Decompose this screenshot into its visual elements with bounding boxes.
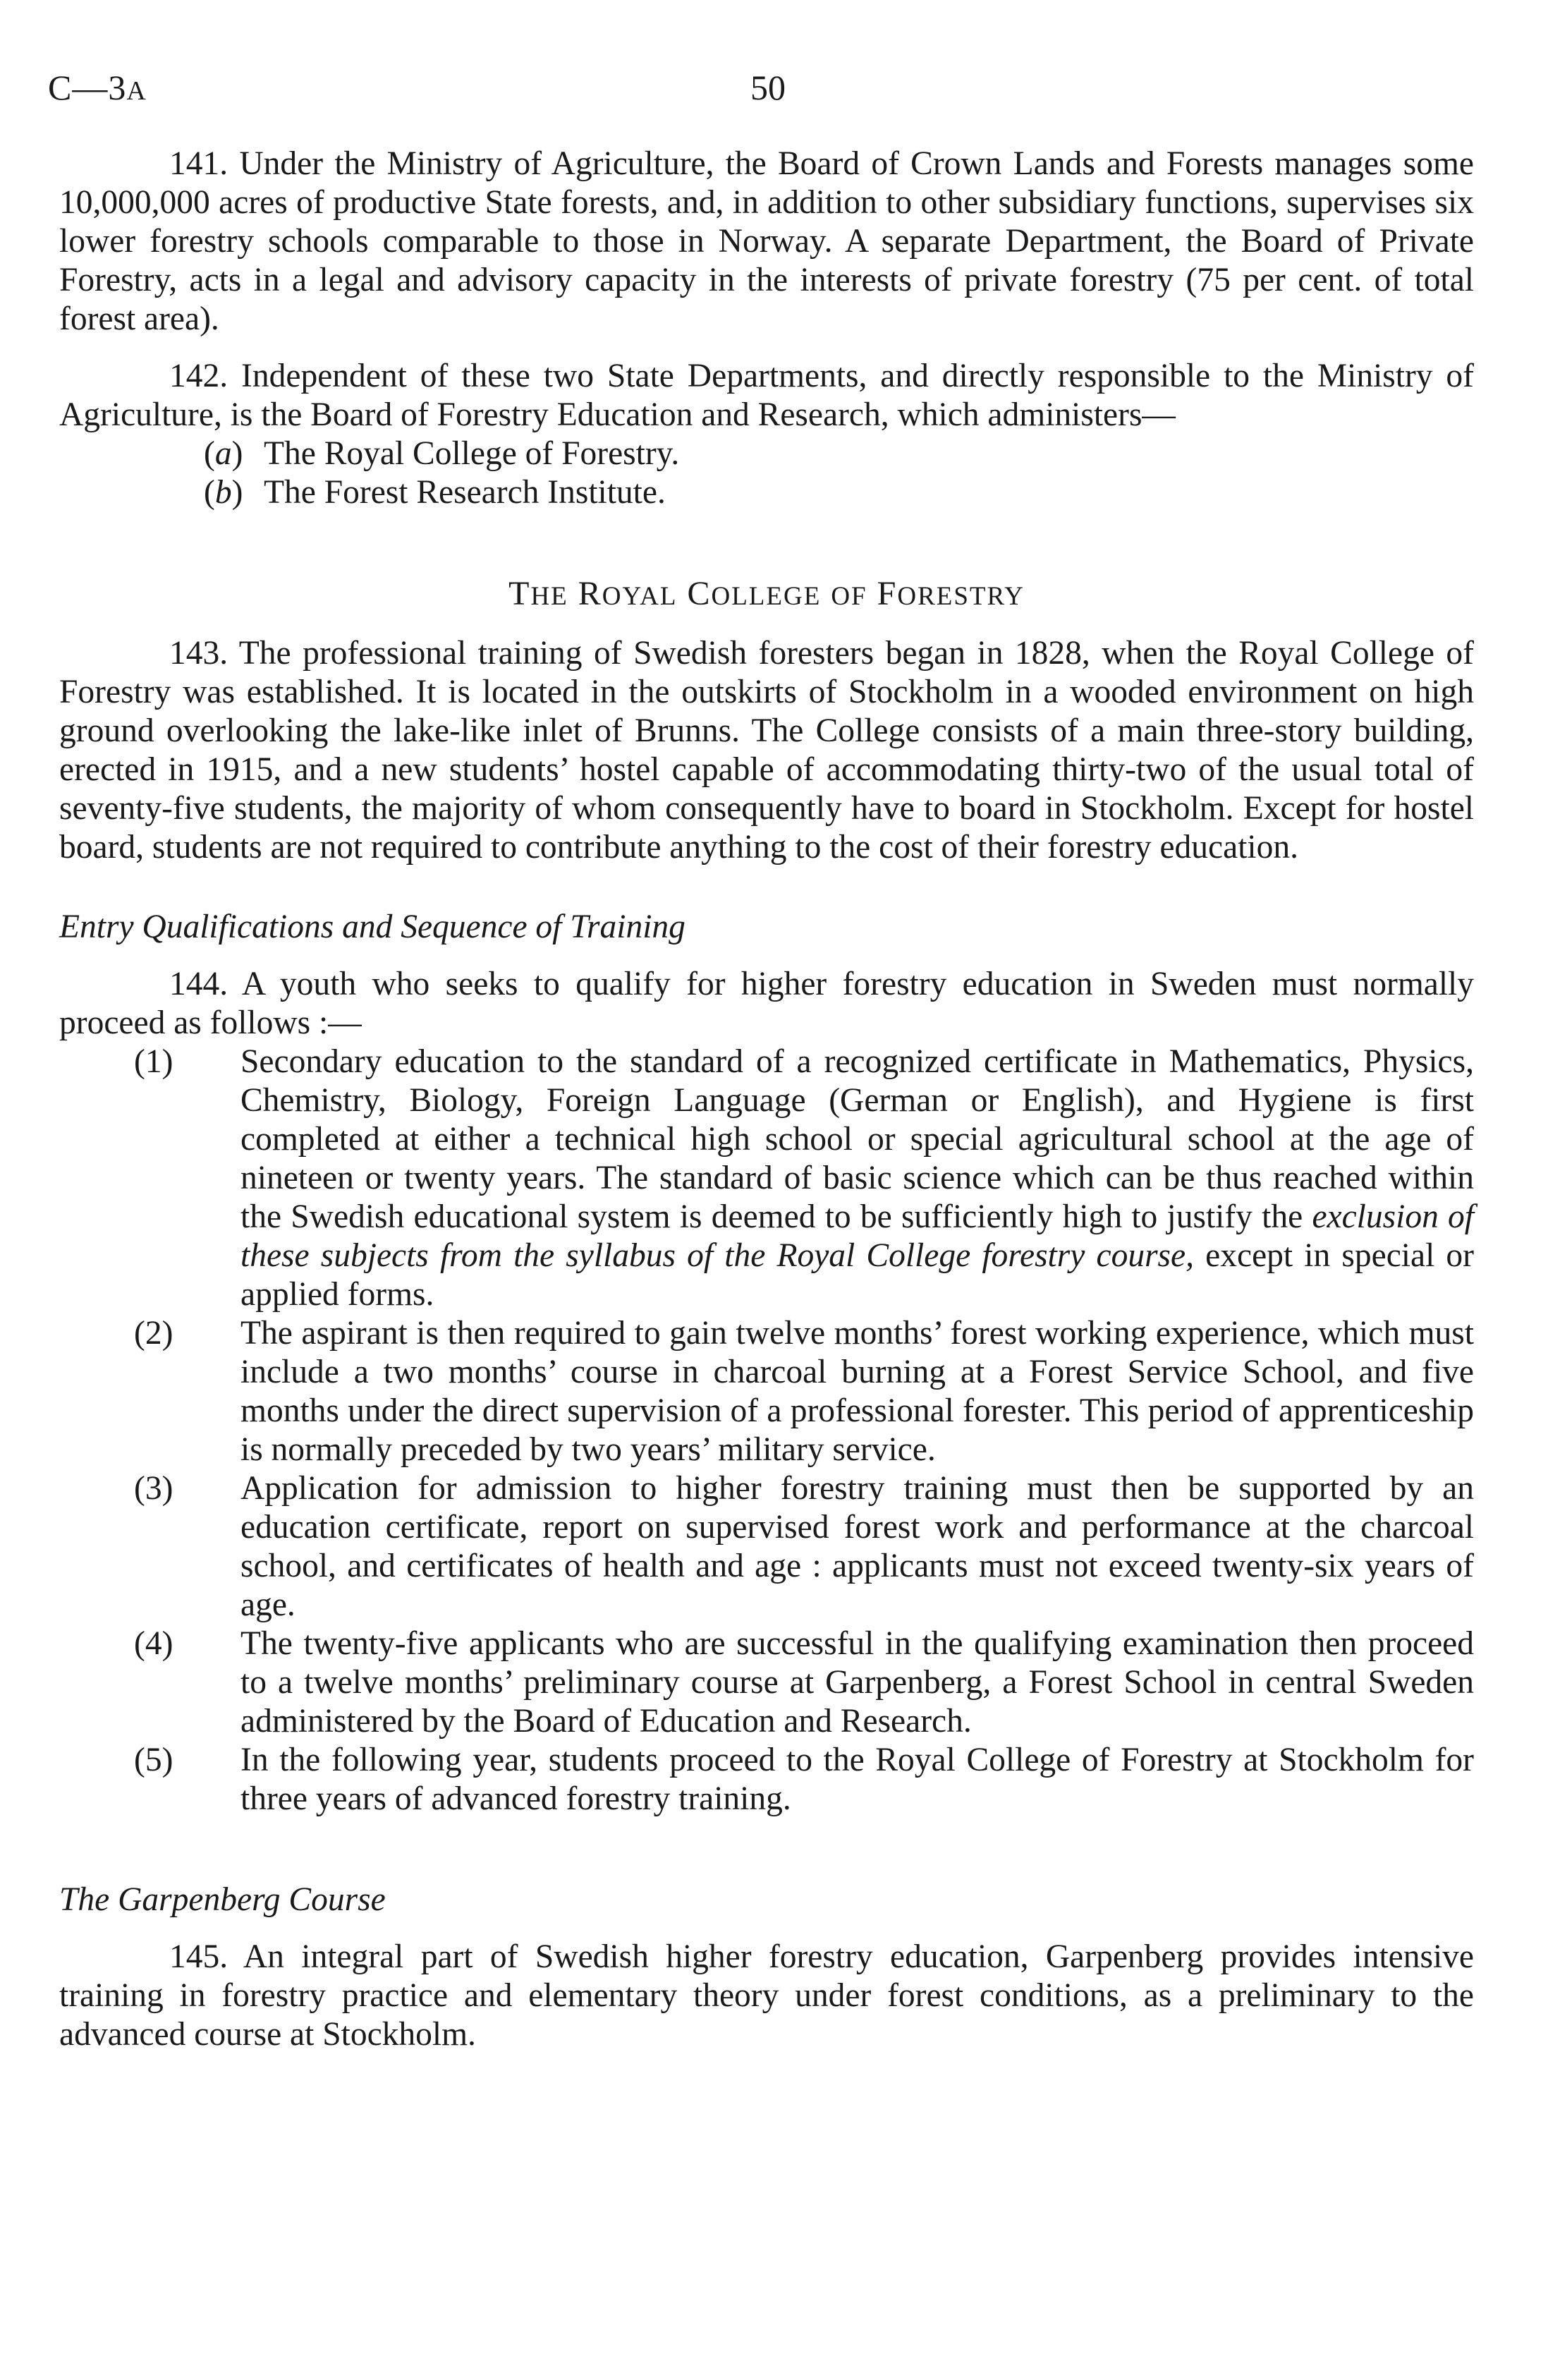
list-item bbox=[59, 473, 1474, 512]
paragraph-143 bbox=[59, 634, 1474, 867]
subheading-garpenberg-course: The Garpenberg Course bbox=[59, 1881, 386, 1918]
list-label: (4) bbox=[134, 1625, 173, 1662]
list-label: (b) bbox=[204, 474, 243, 511]
paragraph-144 bbox=[59, 965, 1474, 1043]
paragraph-145 bbox=[59, 1938, 1474, 2054]
list-item-text: The Royal College of Forestry. bbox=[264, 435, 680, 472]
paragraph-text: Under the Ministry of Agriculture, the Board of Crown Lands and Forests manages some 10,000,000 acres of productive State forests, and, in addition to other subsidiary functions, supervises six lower forestry schools comparable to those in Norway. A separate Department, the Board of Private Forestry, acts in a legal and advisory capacity in the interests of private forestry (75 per cent. of total forest area). bbox=[59, 145, 1474, 337]
list-item-text: The twenty-five applicants who are successful in the qualifying examination then proceed to a twelve months’ preliminary course at Garpenberg, a Forest School in central Sweden administered by the Board of Education and Research. bbox=[240, 1625, 1474, 1740]
reference-main: C—3 bbox=[48, 68, 127, 107]
paragraph-text: A youth who seeks to qualify for higher forestry education in Sweden must normally proceed as follows :— bbox=[59, 966, 1474, 1041]
page-body bbox=[59, 145, 1474, 2054]
list-label: (1) bbox=[134, 1043, 173, 1080]
subheading-entry-qualifications: Entry Qualifications and Sequence of Training bbox=[59, 909, 685, 945]
board-administration-list bbox=[59, 435, 1474, 512]
list-label: (5) bbox=[134, 1742, 173, 1778]
list-item bbox=[59, 435, 1474, 473]
list-label: (3) bbox=[134, 1470, 173, 1507]
list-item-text: Application for admission to higher forestry training must then be supported by an education certificate, report on supervised forest work and performance at the charcoal school, and certificates of health and age : applicants must not exceed twenty-six years of age. bbox=[240, 1470, 1474, 1623]
page-number: 50 bbox=[750, 68, 786, 107]
document-reference bbox=[48, 59, 147, 119]
list-item-text: In the following year, students proceed to the Royal College of Forestry at Stockholm for three years of advanced forestry training. bbox=[240, 1742, 1474, 1817]
paragraph-text: An integral part of Swedish higher forestry education, Garpenberg provides intensive training in forestry practice and elementary theory under forest conditions, as a preliminary to the advanced course at Stockholm. bbox=[59, 1938, 1474, 2053]
paragraph-number: 141. bbox=[169, 145, 228, 182]
list-item-text: The aspirant is then required to gain twelve months’ forest working experience, which must include a two months’ course in charcoal burning at a Forest Service School, and five months under the direct supervision of a professional forester. This period of apprenticeship is normally preceded by two years’ military service. bbox=[240, 1315, 1474, 1468]
paragraph-number: 143. bbox=[169, 635, 228, 672]
paragraph-number: 145. bbox=[169, 1938, 228, 1975]
list-label: (a) bbox=[204, 435, 243, 472]
list-label: (2) bbox=[134, 1315, 173, 1352]
list-item bbox=[59, 1625, 1474, 1741]
page-header bbox=[48, 59, 1473, 116]
paragraph-number: 144. bbox=[169, 966, 228, 1002]
list-item bbox=[59, 1469, 1474, 1625]
training-sequence-list bbox=[59, 1043, 1474, 1819]
reference-suffix: A bbox=[126, 76, 147, 106]
list-item-text: The Forest Research Institute. bbox=[264, 474, 666, 511]
list-item bbox=[59, 1741, 1474, 1819]
paragraph-number: 142. bbox=[169, 358, 228, 394]
paragraph-text: The professional training of Swedish foresters began in 1828, when the Royal College of Forestry was established. It is located in the outskirts of Stockholm in a wooded environment on high ground overlooking the lake-like inlet of Brunns. The College consists of a main three-story building, erected in 1915, and a new students’ hostel capable of accommodating thirty-two of the usual total of seventy-five students, the majority of whom consequently have to board in Stockholm. Except for hostel board, students are not required to contribute anything to the cost of their forestry education. bbox=[59, 635, 1474, 866]
list-item bbox=[59, 1314, 1474, 1469]
paragraph-text: Independent of these two State Departments, and directly responsible to the Ministry of Agriculture, is the Board of Forestry Education and Research, which administers— bbox=[59, 358, 1474, 433]
list-item: (1) Secondary education to the standard of a recognized certificate in Mathematics, Physics, Chemistry, Biology, Foreign Language (German or English), and Hygiene is first completed at either a technical high school or special agricultural school at the age of nineteen or twenty years. The standard of basic science which can be thus reached within the Swedish educational system is deemed to be sufficiently high to justify the exclusion of these subjects from the syllabus of the Royal College forestry course, except in special or applied forms. bbox=[134, 1043, 1475, 1313]
paragraph-141 bbox=[59, 145, 1474, 339]
section-title: THE ROYAL COLLEGE OF FORESTRY bbox=[508, 575, 1025, 612]
emphasis-text: exclusion of these subjects from the syllabus of the Royal College forestry course, bbox=[240, 1198, 1475, 1274]
paragraph-142 bbox=[59, 357, 1474, 435]
